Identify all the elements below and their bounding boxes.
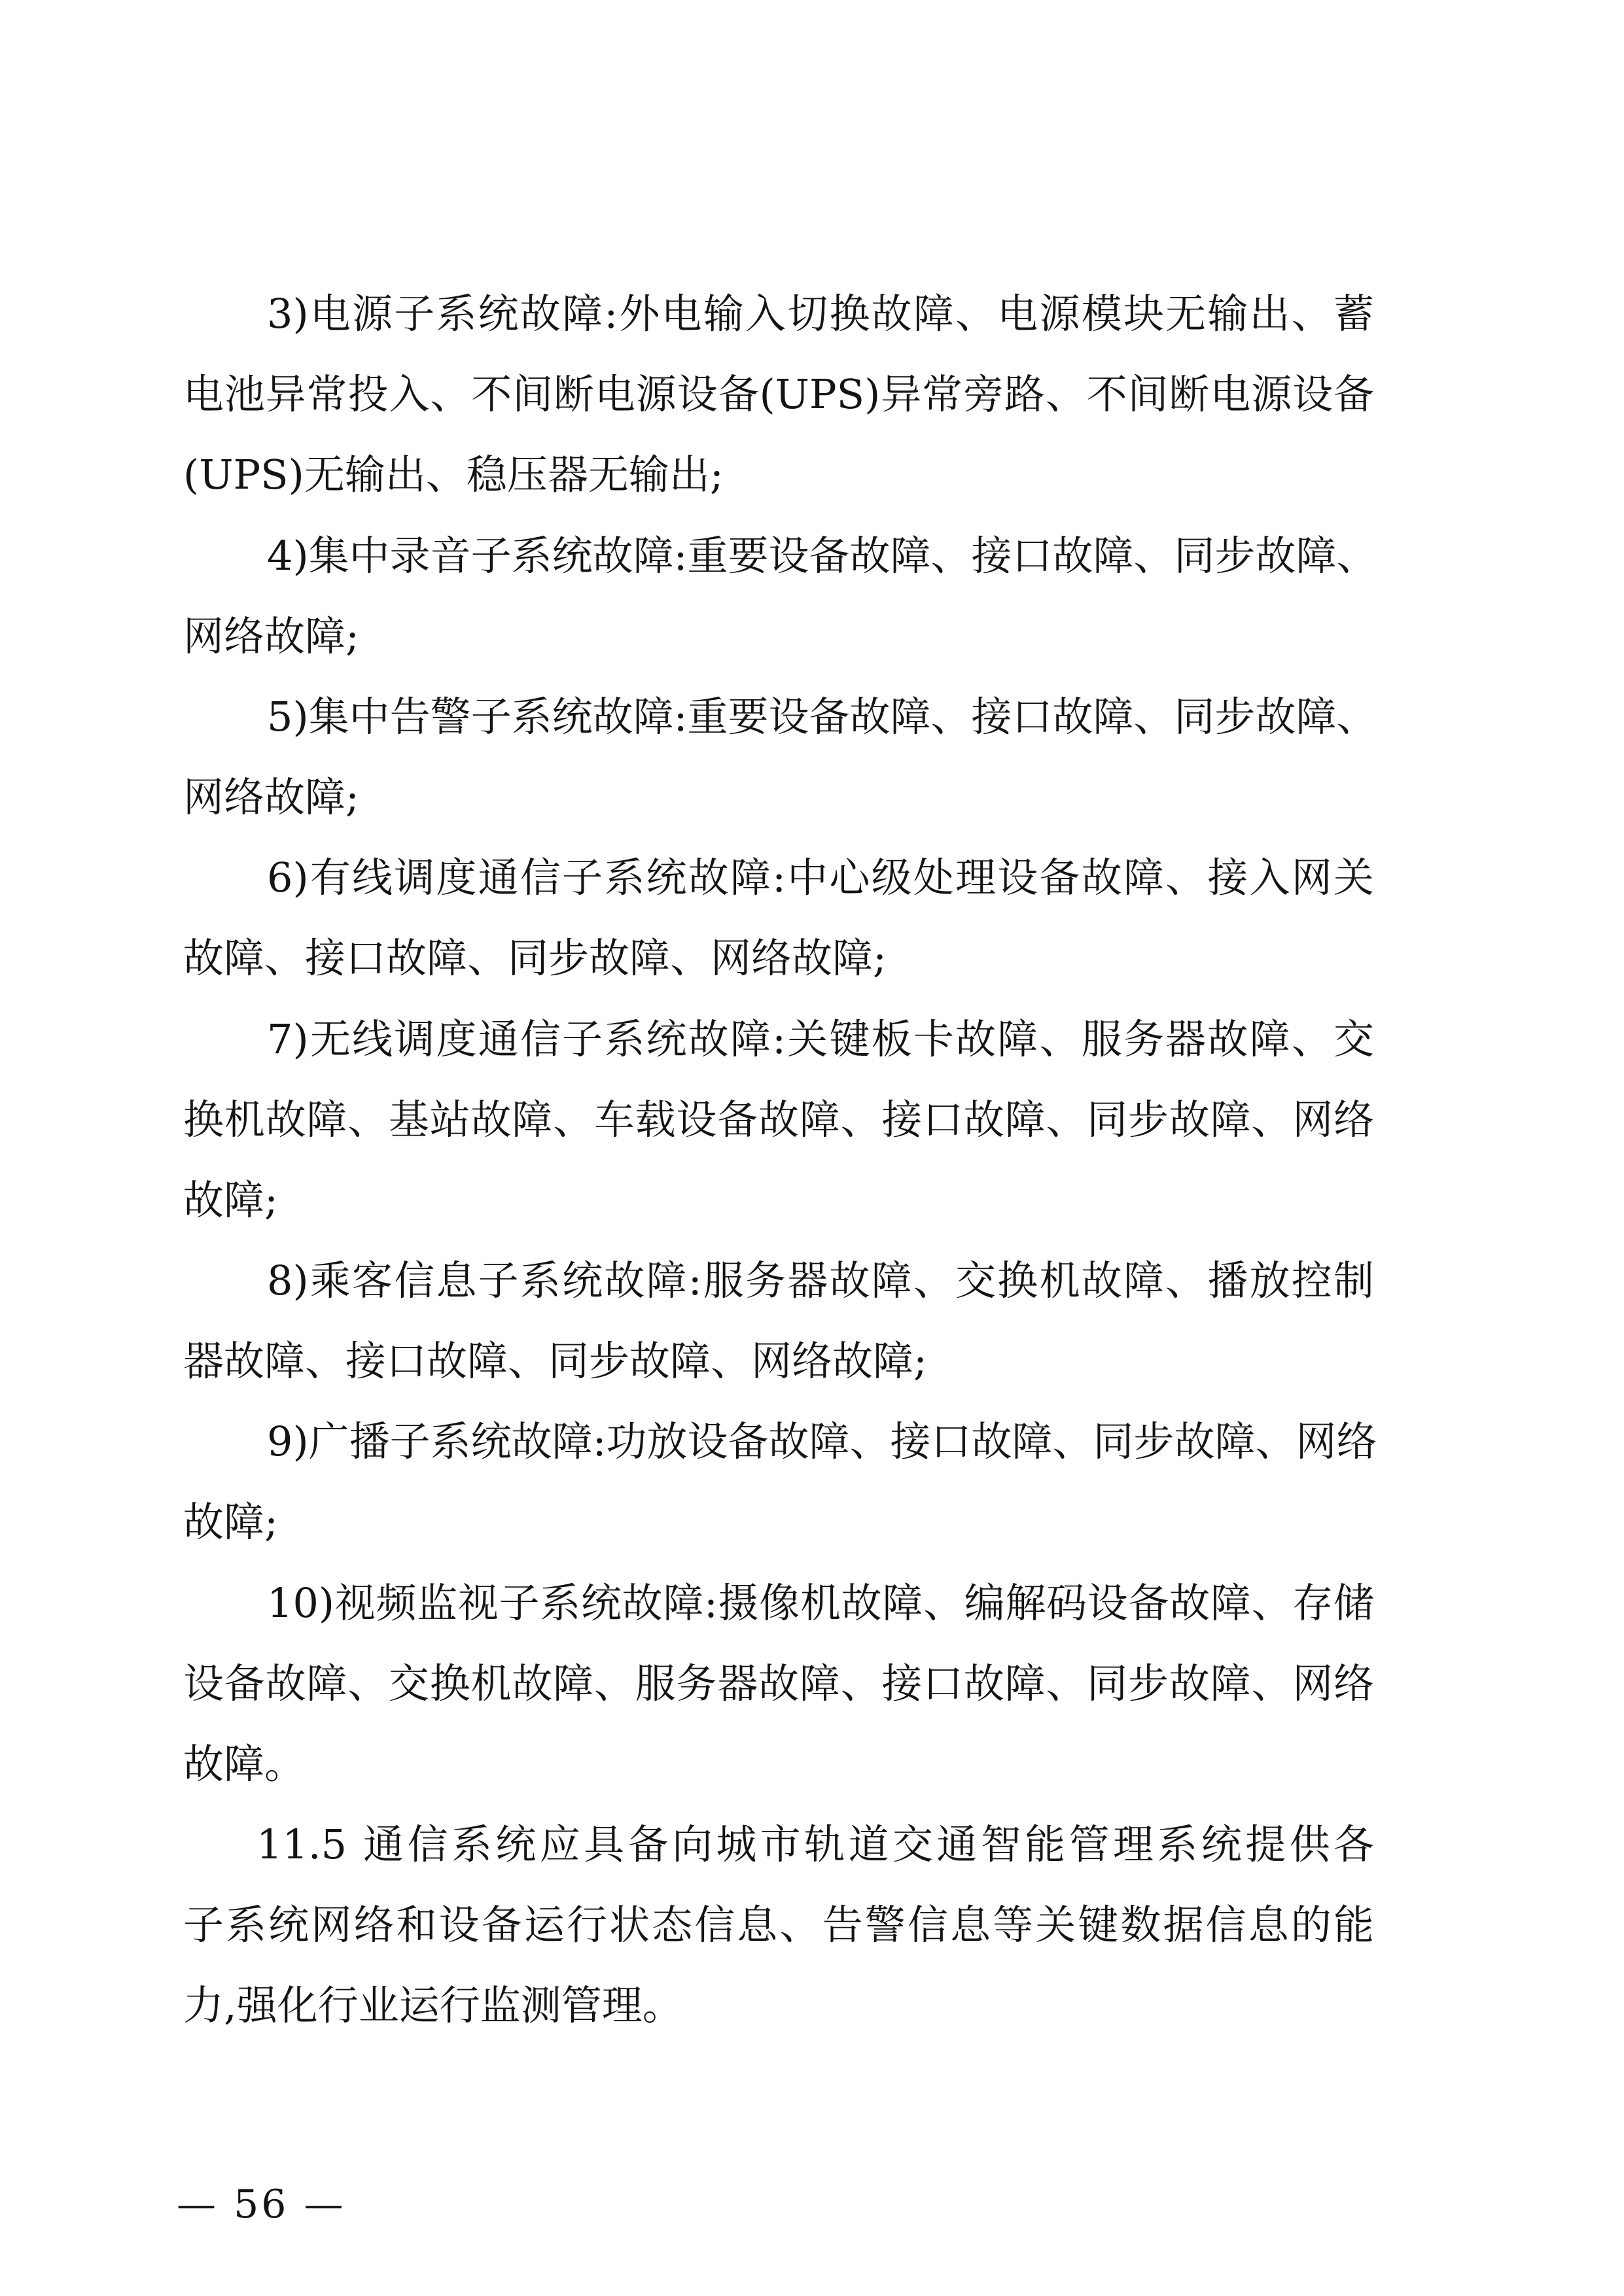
text-line: 4)集中录音子系统故障:重要设备故障、接口故障、同步故障、 [267, 532, 1377, 580]
text-line: 5)集中告警子系统故障:重要设备故障、接口故障、同步故障、 [267, 693, 1377, 740]
text-line: 6)有线调度通信子系统故障:中心级处理设备故障、接入网关 [267, 854, 1374, 901]
text-line: 8)乘客信息子系统故障:服务器故障、交换机故障、播放控制 [267, 1257, 1374, 1304]
text-line: 7)无线调度通信子系统故障:关键板卡故障、服务器故障、交 [267, 1015, 1374, 1063]
text-line: 子系统网络和设备运行状态信息、告警信息等关键数据信息的能 [183, 1901, 1374, 1949]
text-line: 故障; [183, 1498, 278, 1546]
text-line: 力,强化行业运行监测管理。 [183, 1981, 683, 2029]
text-line: 网络故障; [183, 773, 359, 821]
section-heading-line: 11.5 通信系统应具备向城市轨道交通智能管理系统提供各 [256, 1820, 1374, 1868]
text-line: 换机故障、基站故障、车载设备故障、接口故障、同步故障、网络 [183, 1096, 1374, 1143]
text-line: 网络故障; [183, 612, 359, 660]
text-line: 设备故障、交换机故障、服务器故障、接口故障、同步故障、网络 [183, 1660, 1374, 1707]
page-number: — 56 — [177, 2182, 346, 2227]
text-line: 10)视频监视子系统故障:摄像机故障、编解码设备故障、存储 [267, 1579, 1374, 1627]
text-line: (UPS)无输出、稳压器无输出; [183, 451, 724, 498]
text-line: 3)电源子系统故障:外电输入切换故障、电源模块无输出、蓄 [267, 290, 1374, 338]
text-line: 器故障、接口故障、同步故障、网络故障; [183, 1337, 927, 1385]
text-line: 电池异常投入、不间断电源设备(UPS)异常旁路、不间断电源设备 [183, 370, 1374, 418]
text-line: 故障。 [183, 1740, 306, 1788]
text-line: 故障; [183, 1176, 278, 1224]
text-line: 故障、接口故障、同步故障、网络故障; [183, 934, 887, 982]
text-line: 9)广播子系统故障:功放设备故障、接口故障、同步故障、网络 [267, 1418, 1377, 1465]
